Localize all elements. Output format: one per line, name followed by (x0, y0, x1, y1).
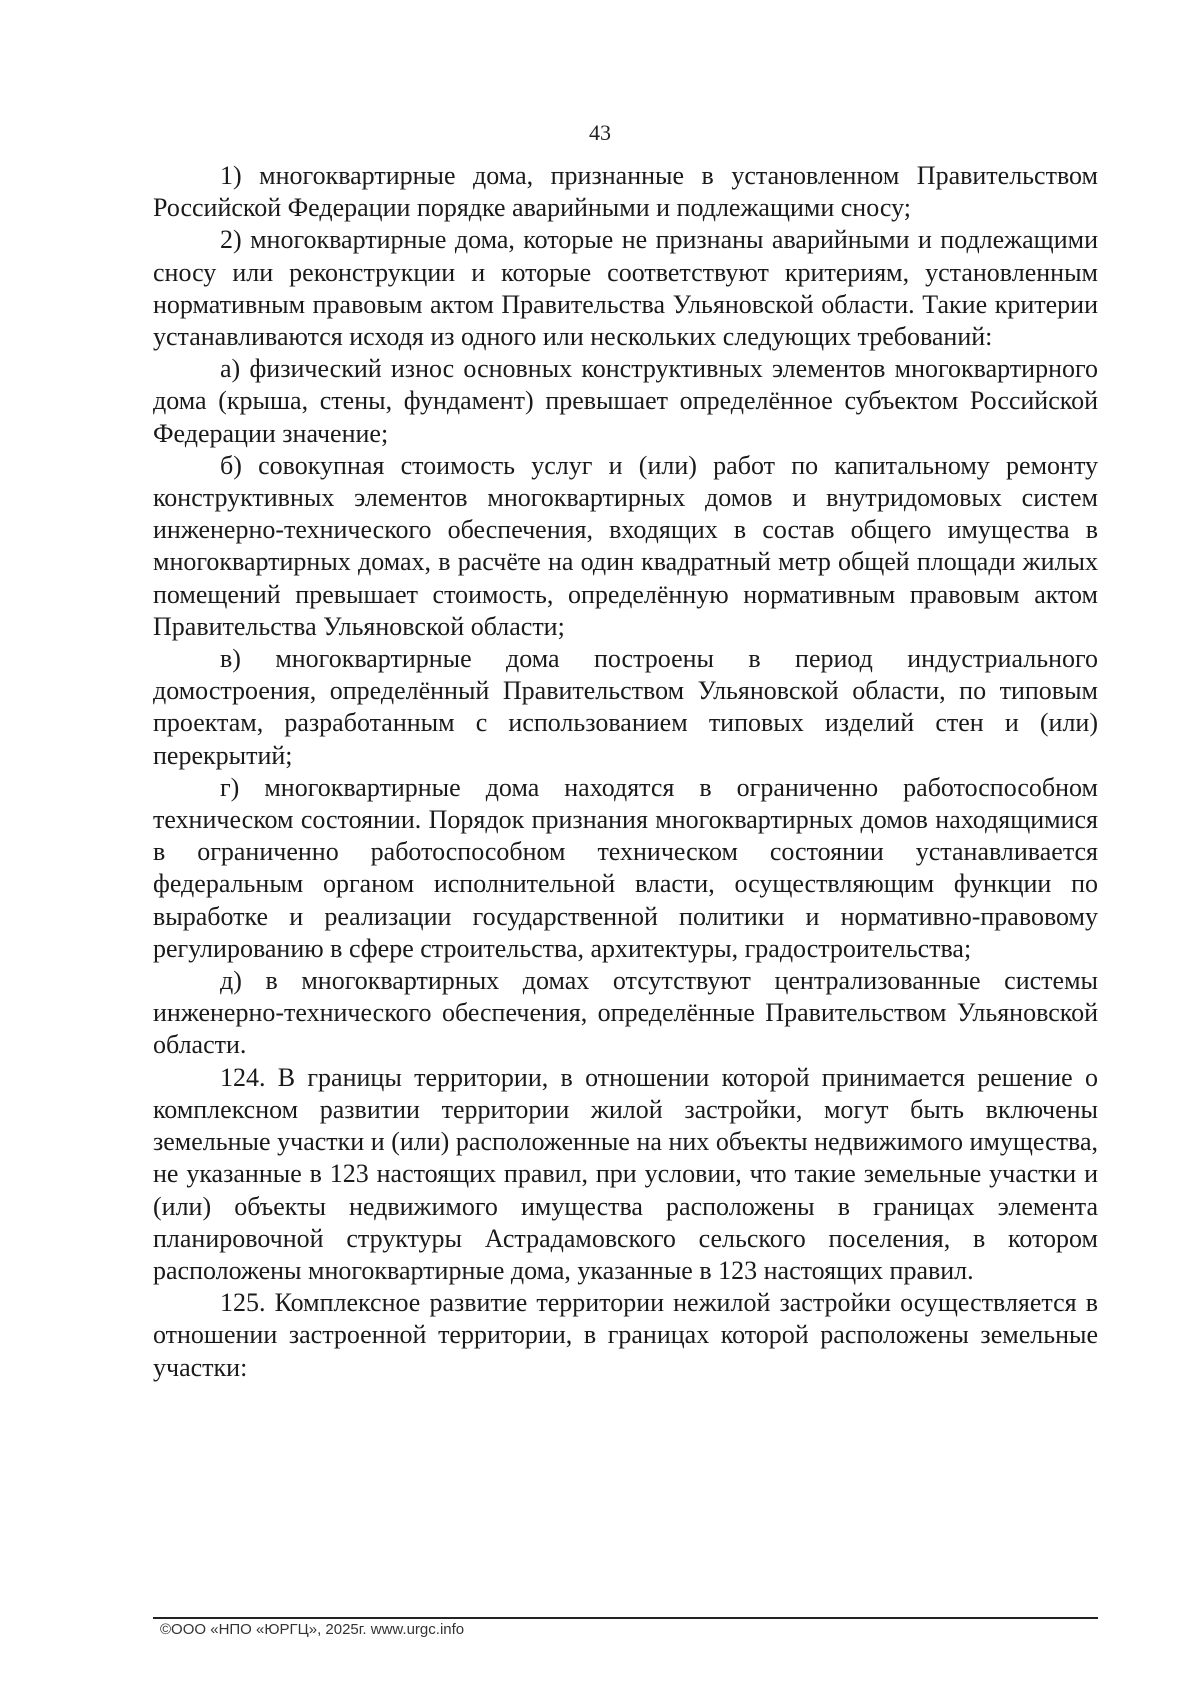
paragraph-125: 125. Комплексное развитие территории нежилой застройки осуществляется в отношении застроенной территории, в границах которой расположены земельные участки: (153, 1288, 1098, 1382)
paragraph-124: 124. В границы территории, в отношении которой принимается решение о комплексном развитии территории жилой застройки, могут быть включены земельные участки и (или) расположенные на них объекты недвижимого имущества, не указанные в 123 настоящих правил, при условии, что такие земельные участки и (или) объекты недвижимого имущества расположены в границах элемента планировочной структуры Астрадамовского сельского поселения, в котором расположены многоквартирные дома, указанные в 123 настоящих правил. (153, 1062, 1098, 1285)
paragraph-item-2: 2) многоквартирные дома, которые не признаны аварийными и подлежащими сносу или реконструкции и которые соответствуют критериям, установленным нормативным правовым актом Правительства Ульяновской области. Такие критерии устанавливаются исходя из одного или нескольких следующих требований: (153, 225, 1098, 352)
page-number: 43 (589, 120, 611, 145)
document-body (153, 160, 1098, 1384)
paragraph-subitem-b: б) совокупная стоимость услуг и (или) работ по капитальному ремонту конструктивных элементов многоквартирных домов и внутридомовых систем инженерно-технического обеспечения, входящих в состав общего имущества в многоквартирных домах, в расчёте на один квадратный метр общей площади жилых помещений превышает стоимость, определённую нормативным правовым актом Правительства Ульяновской области; (153, 450, 1098, 641)
paragraph-subitem-v: в) многоквартирные дома построены в период индустриального домостроения, определённый Правительством Ульяновской области, по типовым проектам, разработанным с использованием типовых изделий стен и (или) перекрытий; (153, 644, 1098, 770)
footer-copyright: ©ООО «НПО «ЮРГЦ», 2025г. www.urgc.info (160, 1621, 465, 1638)
paragraph-subitem-d: д) в многоквартирных домах отсутствуют централизованные системы инженерно-технического обеспечения, определённые Правительством Ульяновской области. (153, 966, 1098, 1060)
paragraph-item-1: 1) многоквартирные дома, признанные в установленном Правительством Российской Федерации порядке аварийными и подлежащими сносу; (153, 161, 1098, 223)
paragraph-subitem-a: а) физический износ основных конструктивных элементов многоквартирного дома (крыша, стены, фундамент) превышает определённое субъектом Российской Федерации значение; (153, 354, 1098, 448)
paragraph-subitem-g: г) многоквартирные дома находятся в ограниченно работоспособном техническом состоянии. Порядок признания многоквартирных домов находящимися в ограниченно работоспособном техническом состоянии устанавливается федеральным органом исполнительной власти, осуществляющим функции по выработке и реализации государственной политики и нормативно-правовому регулированию в сфере строительства, архитектуры, градостроительства; (153, 772, 1098, 963)
